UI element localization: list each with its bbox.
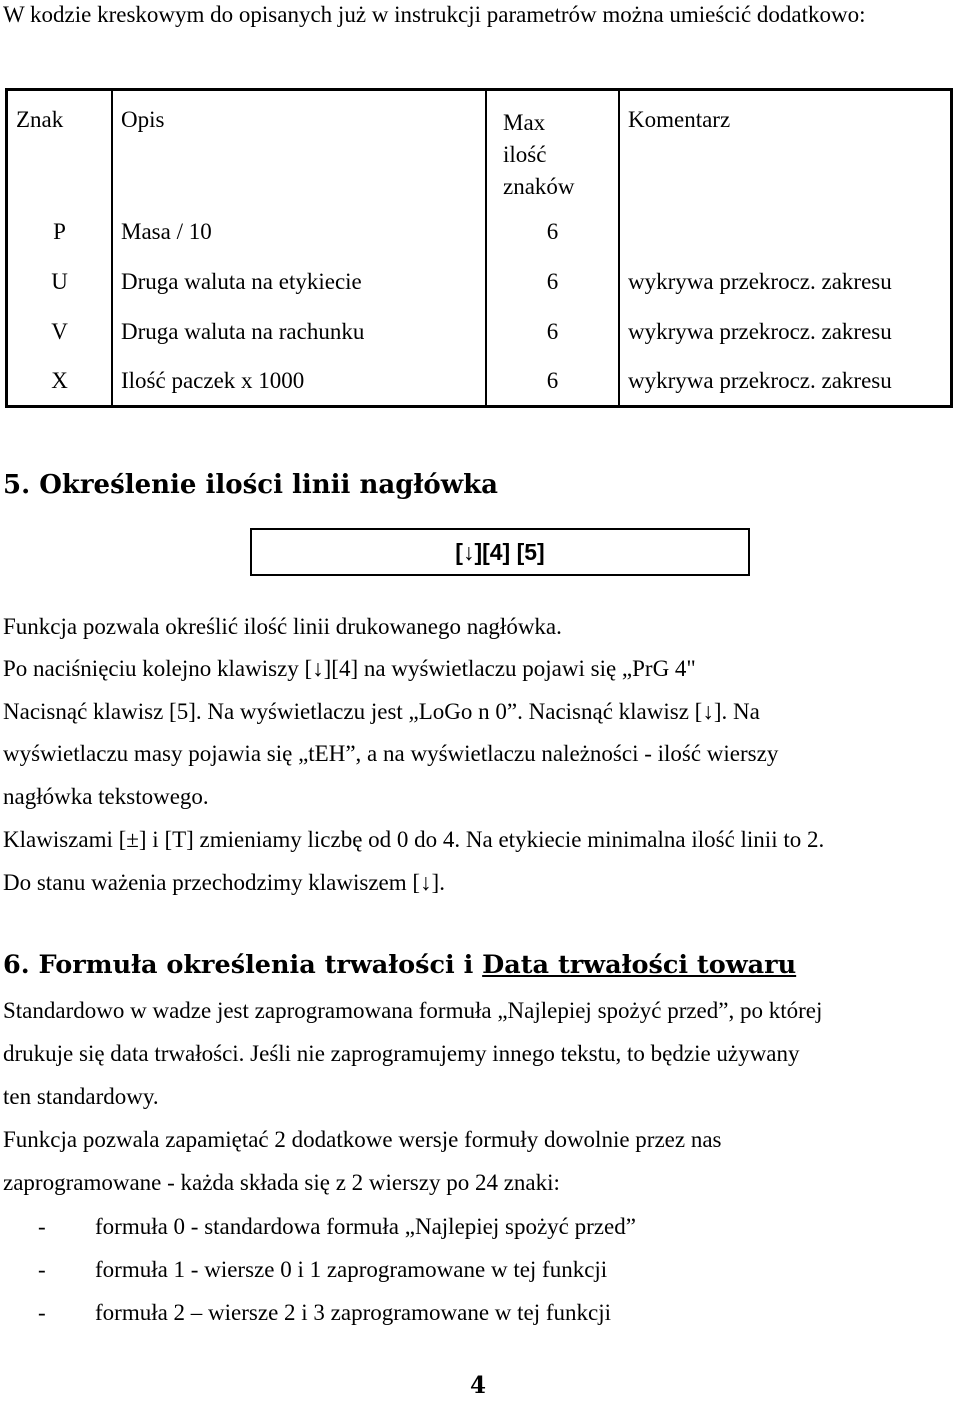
section-5-line: Funkcja pozwala określić ilość linii drukowanego nagłówka. — [3, 614, 562, 639]
list-item — [38, 1291, 636, 1334]
header-znak: Znak — [16, 107, 64, 132]
section-6-heading-part1: 6. Formuła określenia trwałości i — [3, 950, 483, 980]
header-max-line1: Max — [503, 110, 546, 135]
cell-komentarz: wykrywa przekrocz. zakresu — [619, 307, 952, 357]
section-5-line: Do stanu ważenia przechodzimy klawiszem [↓]. — [3, 870, 445, 895]
list-item-text: formuła 0 - standardowa formuła „Najlepiej spożyć przed” — [95, 1214, 636, 1239]
section-6-line: Standardowo w wadze jest zaprogramowana formuła „Najlepiej spożyć przed”, po której — [3, 998, 823, 1023]
table-header-row — [7, 90, 952, 207]
header-max-line3: znaków — [503, 174, 575, 199]
header-opis: Opis — [112, 90, 486, 207]
table-row — [7, 257, 952, 307]
list-item-text: formuła 2 – wiersze 2 i 3 zaprogramowane w tej funkcji — [95, 1300, 612, 1325]
section-5-line: Nacisnąć klawisz [5]. Na wyświetlaczu jest „LoGo n 0”. Nacisnąć klawisz [↓]. Na — [3, 699, 760, 724]
barcode-params-table — [5, 88, 953, 408]
section-5-heading: 5. Określenie ilości linii nagłówka — [3, 470, 499, 500]
cell-max: 6 — [486, 257, 619, 307]
header-max-line2: ilość — [503, 142, 547, 167]
cell-komentarz: wykrywa przekrocz. zakresu — [619, 357, 952, 407]
list-item — [38, 1248, 636, 1291]
list-dash: - — [38, 1257, 46, 1282]
cell-opis: Masa / 10 — [112, 207, 486, 257]
section-6-line: ten standardowy. — [3, 1084, 159, 1109]
cell-max: 6 — [486, 207, 619, 257]
section-5-line: wyświetlaczu masy pojawia się „tEH”, a na wyświetlaczu należności - ilość wierszy — [3, 741, 779, 766]
header-max — [486, 90, 619, 207]
cell-znak: X — [51, 367, 68, 393]
cell-znak: P — [53, 218, 66, 244]
cell-komentarz — [619, 207, 952, 257]
cell-znak: V — [51, 318, 68, 344]
cell-opis: Druga waluta na rachunku — [112, 307, 486, 357]
list-dash: - — [38, 1300, 46, 1325]
section-5-line: nagłówka tekstowego. — [3, 784, 209, 809]
section-6-line: drukuje się data trwałości. Jeśli nie zaprogramujemy innego tekstu, to będzie używany — [3, 1041, 800, 1066]
cell-znak: U — [51, 268, 68, 294]
cell-max: 6 — [486, 307, 619, 357]
cell-komentarz: wykrywa przekrocz. zakresu — [619, 257, 952, 307]
cell-opis: Druga waluta na etykiecie — [112, 257, 486, 307]
cell-max: 6 — [486, 357, 619, 407]
section-6-line: Funkcja pozwala zapamiętać 2 dodatkowe wersje formuły dowolnie przez nas — [3, 1127, 722, 1152]
section-6-heading-part2: Data trwałości towaru — [482, 950, 797, 980]
section-5-line: Klawiszami [±] i [T] zmieniamy liczbę od 0 do 4. Na etykiecie minimalna ilość linii to 2. — [3, 827, 825, 852]
cell-opis: Ilość paczek x 1000 — [112, 357, 486, 407]
table-row — [7, 207, 952, 257]
key-sequence-box: [↓][4] [5] — [250, 528, 750, 576]
section-6-heading — [3, 950, 796, 980]
section-6-line: zaprogramowane - każda składa się z 2 wierszy po 24 znaki: — [3, 1170, 560, 1195]
table-row — [7, 307, 952, 357]
list-item-text: formuła 1 - wiersze 0 i 1 zaprogramowane w tej funkcji — [95, 1257, 608, 1282]
section-5-line: Po naciśnięciu kolejno klawiszy [↓][4] na wyświetlaczu pojawi się „PrG 4" — [3, 656, 696, 681]
intro-text: W kodzie kreskowym do opisanych już w instrukcji parametrów można umieścić dodatkowo: — [3, 2, 866, 27]
header-komentarz: Komentarz — [619, 90, 952, 207]
list-dash: - — [38, 1214, 46, 1239]
table-row — [7, 357, 952, 407]
formula-list — [38, 1205, 636, 1334]
list-item — [38, 1205, 636, 1248]
page-number: 4 — [470, 1372, 487, 1399]
